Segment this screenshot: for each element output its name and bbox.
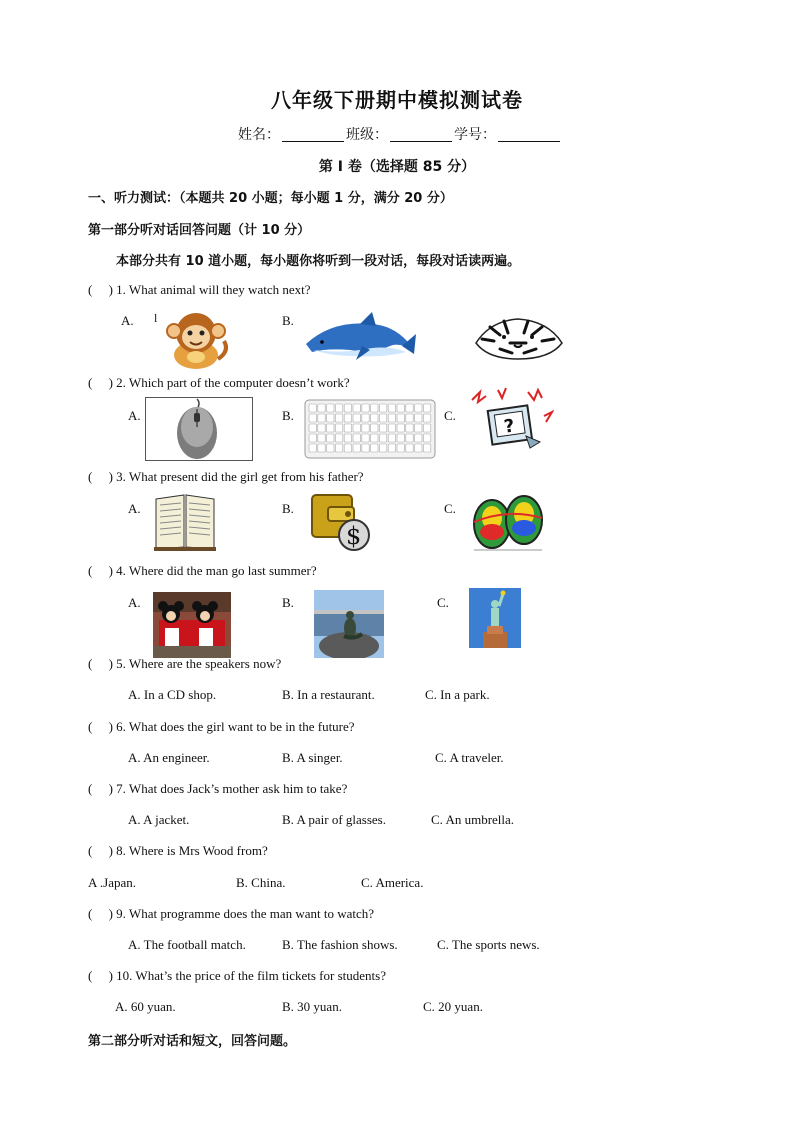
volume-heading: 第 I 卷（选择题 85 分） (318, 159, 476, 175)
keyboard-key (415, 424, 422, 432)
keyboard-key (353, 424, 360, 432)
keyboard-key (327, 424, 334, 432)
keyboard-key (362, 444, 369, 452)
keyboard-key (423, 414, 430, 422)
keyboard-key (397, 404, 404, 412)
q5-option-a[interactable]: A. In a CD shop. (128, 687, 217, 702)
keyboard-key (406, 414, 413, 422)
keyboard-key (397, 414, 404, 422)
q3-option-c-label[interactable]: C. (444, 501, 456, 516)
q9-option-c[interactable]: C. The sports news. (437, 937, 540, 952)
question-3: ( ) 3. What present did the girl get from his father? (88, 469, 364, 484)
question-4: ( ) 4. Where did the man go last summer? (88, 563, 317, 578)
keyboard-key (371, 404, 378, 412)
q10-option-b[interactable]: B. 30 yuan. (282, 999, 342, 1014)
keyboard-key (309, 444, 316, 452)
q3-option-b-label[interactable]: B. (282, 501, 294, 516)
svg-text:$: $ (346, 522, 362, 550)
keyboard-key (371, 434, 378, 442)
svg-text:?: ? (502, 415, 516, 438)
monkey-icon[interactable] (160, 307, 232, 371)
q6-option-b[interactable]: B. A singer. (282, 750, 343, 765)
keyboard-key (309, 434, 316, 442)
sneakers-icon[interactable] (470, 488, 546, 552)
keyboard-key (344, 404, 351, 412)
keyboard-icon[interactable] (304, 399, 436, 459)
class-label: 班级： (346, 127, 388, 143)
keyboard-key (335, 414, 342, 422)
question-1: ( ) 1. What animal will they watch next? (88, 282, 311, 297)
page-title: 八年级下册期中模拟测试卷 (271, 88, 523, 112)
disney-photo[interactable] (153, 592, 231, 658)
keyboard-key (318, 444, 325, 452)
keyboard-key (379, 444, 386, 452)
keyboard-key (423, 424, 430, 432)
q2-option-a-label[interactable]: A. (128, 408, 141, 423)
id-label: 学号： (454, 127, 496, 143)
q7-option-a[interactable]: A. A jacket. (128, 812, 190, 827)
keyboard-key (362, 414, 369, 422)
tiger-icon[interactable] (470, 313, 566, 363)
keyboard-key (335, 404, 342, 412)
question-9: ( ) 9. What programme does the man want to watch? (88, 906, 375, 921)
keyboard-key (397, 444, 404, 452)
keyboard-key (397, 424, 404, 432)
keyboard-key (335, 424, 342, 432)
q4-option-a-label[interactable]: A. (128, 595, 141, 610)
q7-option-c[interactable]: C. An umbrella. (431, 812, 515, 827)
q4-option-c-label[interactable]: C. (437, 595, 449, 610)
q6-option-a[interactable]: A. An engineer. (128, 750, 210, 765)
keyboard-key (335, 434, 342, 442)
broken-monitor-icon[interactable] (468, 386, 554, 452)
mouse-icon[interactable] (145, 397, 253, 461)
keyboard-key (406, 444, 413, 452)
keyboard-key (344, 444, 351, 452)
q6-option-c[interactable]: C. A traveler. (435, 750, 504, 765)
keyboard-key (353, 434, 360, 442)
keyboard-key (335, 444, 342, 452)
q8-option-b[interactable]: B. China. (236, 875, 286, 890)
keyboard-key (318, 434, 325, 442)
keyboard-key (318, 404, 325, 412)
question-7: ( ) 7. What does Jack’s mother ask him to take? (88, 781, 348, 796)
keyboard-key (327, 404, 334, 412)
keyboard-key (423, 404, 430, 412)
keyboard-key (423, 434, 430, 442)
keyboard-key (327, 444, 334, 452)
keyboard-key (344, 424, 351, 432)
keyboard-key (353, 414, 360, 422)
part1-instruction: 本部分共有 10 道小题，每小题你将听到一段对话，每段对话读两遍。 (116, 254, 521, 269)
question-5: ( ) 5. Where are the speakers now? (88, 656, 282, 671)
keyboard-key (371, 414, 378, 422)
q9-option-b[interactable]: B. The fashion shows. (282, 937, 398, 952)
liberty-photo[interactable] (469, 588, 521, 648)
mermaid-photo[interactable] (314, 590, 384, 658)
keyboard-key (388, 444, 395, 452)
q1-option-b-label[interactable]: B. (282, 313, 294, 328)
keyboard-key (406, 404, 413, 412)
wallet-icon[interactable] (308, 491, 372, 553)
q7-option-b[interactable]: B. A pair of glasses. (282, 812, 386, 827)
keyboard-key (397, 434, 404, 442)
part2-heading: 第二部分听对话和短文，回答问题。 (88, 1034, 297, 1049)
q10-option-a[interactable]: A. 60 yuan. (115, 999, 176, 1014)
student-info (238, 124, 562, 144)
keyboard-key (344, 434, 351, 442)
q2-option-b-label[interactable]: B. (282, 408, 294, 423)
keyboard-key (406, 434, 413, 442)
q5-option-c[interactable]: C. In a park. (425, 687, 490, 702)
keyboard-key (327, 414, 334, 422)
keyboard-key (344, 414, 351, 422)
keyboard-key (309, 414, 316, 422)
q8-option-a[interactable]: A .Japan. (88, 875, 137, 890)
keyboard-key (362, 404, 369, 412)
keyboard-key (318, 414, 325, 422)
keyboard-key (415, 444, 422, 452)
keyboard-key (415, 414, 422, 422)
keyboard-key (327, 434, 334, 442)
q8-option-c[interactable]: C. America. (361, 875, 424, 890)
question-6: ( ) 6. What does the girl want to be in the future? (88, 719, 355, 734)
id-blank[interactable] (498, 127, 560, 142)
part1-heading: 第一部分听对话回答问题（计 10 分） (88, 223, 311, 238)
question-8: ( ) 8. Where is Mrs Wood from? (88, 843, 268, 858)
q2-option-c-label[interactable]: C. (444, 408, 456, 423)
class-blank[interactable] (390, 127, 452, 142)
section1-heading: 一、听力测试：（本题共 20 小题；每小题 1 分，满分 20 分） (88, 191, 453, 206)
dolphin-icon[interactable] (302, 310, 418, 364)
keyboard-key (371, 444, 378, 452)
keyboard-key (379, 404, 386, 412)
keyboard-key (388, 414, 395, 422)
q1-option-a-label[interactable]: A. (121, 313, 134, 328)
keyboard-key (379, 414, 386, 422)
name-blank[interactable] (282, 127, 344, 142)
keyboard-key (362, 424, 369, 432)
keyboard-key (353, 444, 360, 452)
keyboard-key (388, 424, 395, 432)
q1-stray-mark: l (154, 311, 158, 325)
keyboard-key (379, 434, 386, 442)
keyboard-key (353, 404, 360, 412)
question-2: ( ) 2. Which part of the computer doesn’t work? (88, 375, 350, 390)
q9-option-a[interactable]: A. The football match. (128, 937, 246, 952)
keyboard-key (371, 424, 378, 432)
name-label: 姓名： (238, 127, 280, 143)
keyboard-key (388, 434, 395, 442)
keyboard-key (309, 404, 316, 412)
q10-option-c[interactable]: C. 20 yuan. (423, 999, 483, 1014)
keyboard-key (379, 424, 386, 432)
keyboard-key (388, 404, 395, 412)
keyboard-key (415, 404, 422, 412)
book-icon[interactable] (154, 491, 216, 551)
q5-option-b[interactable]: B. In a restaurant. (282, 687, 375, 702)
keyboard-key (415, 434, 422, 442)
keyboard-key (362, 434, 369, 442)
keyboard-key (318, 424, 325, 432)
q3-option-a-label[interactable]: A. (128, 501, 141, 516)
keyboard-key (406, 424, 413, 432)
question-10: ( ) 10. What’s the price of the film tickets for students? (88, 968, 386, 983)
q4-option-b-label[interactable]: B. (282, 595, 294, 610)
keyboard-key (423, 444, 430, 452)
keyboard-key (309, 424, 316, 432)
